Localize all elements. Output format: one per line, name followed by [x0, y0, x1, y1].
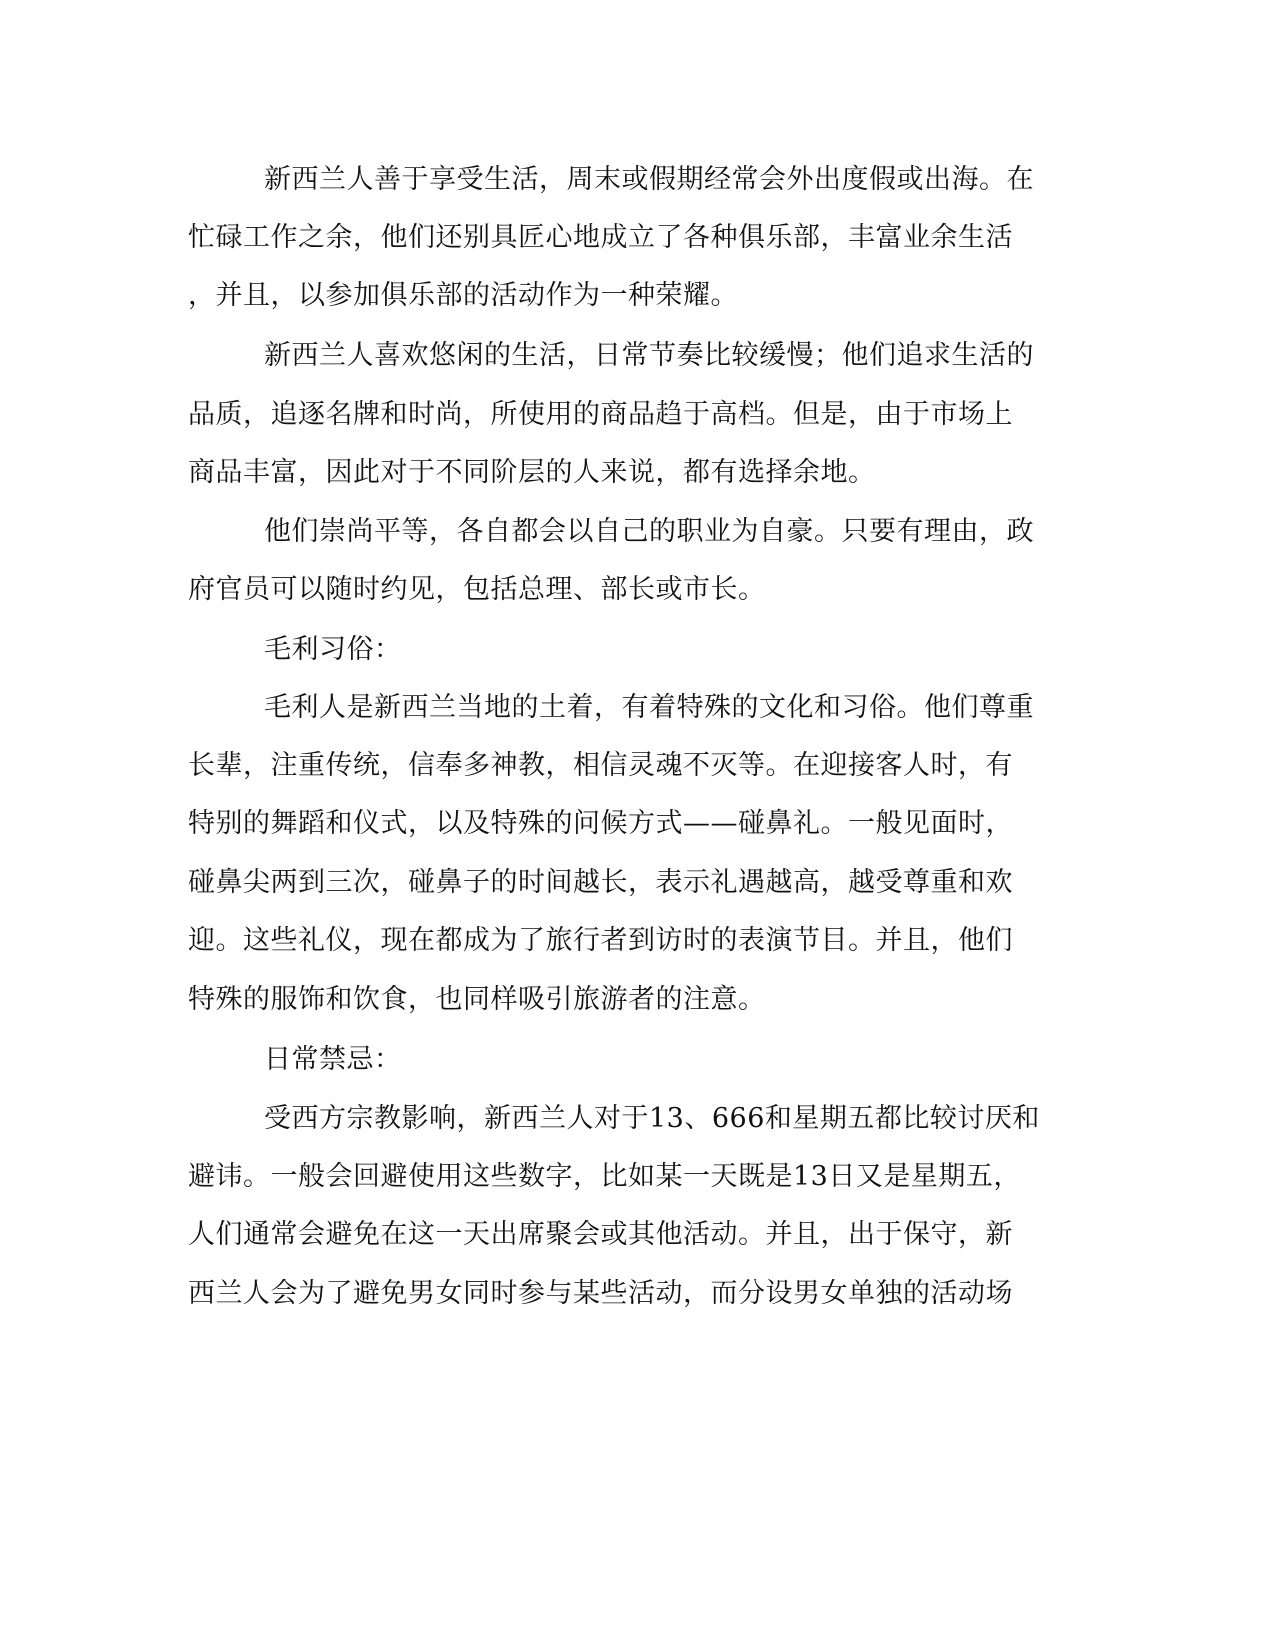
text-line: 长辈，注重传统，信奉多神教，相信灵魂不灭等。在迎接客人时，有 — [188, 750, 1013, 781]
text-line: 忙碌工作之余，他们还别具匠心地成立了各种俱乐部，丰富业余生活 — [188, 222, 1013, 253]
text-line: 府官员可以随时约见，包括总理、部长或市长。 — [188, 574, 766, 605]
text-line: 毛利人是新西兰当地的土着，有着特殊的文化和习俗。他们尊重 — [264, 692, 1034, 723]
section-heading: 毛利习俗： — [264, 634, 402, 665]
text-line: ，并且，以参加俱乐部的活动作为一种荣耀。 — [188, 280, 738, 311]
text-line: 西兰人会为了避免男女同时参与某些活动，而分设男女单独的活动场 — [188, 1278, 1013, 1309]
text-line: 特殊的服饰和饮食，也同样吸引旅游者的注意。 — [188, 984, 766, 1015]
text-line: 新西兰人喜欢悠闲的生活，日常节奏比较缓慢；他们追求生活的 — [264, 340, 1034, 371]
section-heading: 日常禁忌： — [264, 1044, 402, 1075]
text-line: 品质，追逐名牌和时尚，所使用的商品趋于高档。但是，由于市场上 — [188, 399, 1013, 430]
text-line: 商品丰富，因此对于不同阶层的人来说，都有选择余地。 — [188, 457, 876, 488]
text-line: 特别的舞蹈和仪式，以及特殊的问候方式——碰鼻礼。一般见面时， — [188, 808, 1013, 839]
text-line: 迎。这些礼仪，现在都成为了旅行者到访时的表演节目。并且，他们 — [188, 925, 1013, 956]
text-line: 新西兰人善于享受生活，周末或假期经常会外出度假或出海。在 — [264, 164, 1034, 195]
text-line: 碰鼻尖两到三次，碰鼻子的时间越长，表示礼遇越高，越受尊重和欢 — [188, 867, 1013, 898]
text-line: 人们通常会避免在这一天出席聚会或其他活动。并且，出于保守，新 — [188, 1219, 1013, 1250]
text-line: 受西方宗教影响，新西兰人对于13、666和星期五都比较讨厌和 — [264, 1103, 1040, 1134]
text-line: 他们崇尚平等，各自都会以自己的职业为自豪。只要有理由，政 — [264, 516, 1034, 547]
text-line: 避讳。一般会回避使用这些数字，比如某一天既是13日又是星期五， — [188, 1161, 1021, 1192]
